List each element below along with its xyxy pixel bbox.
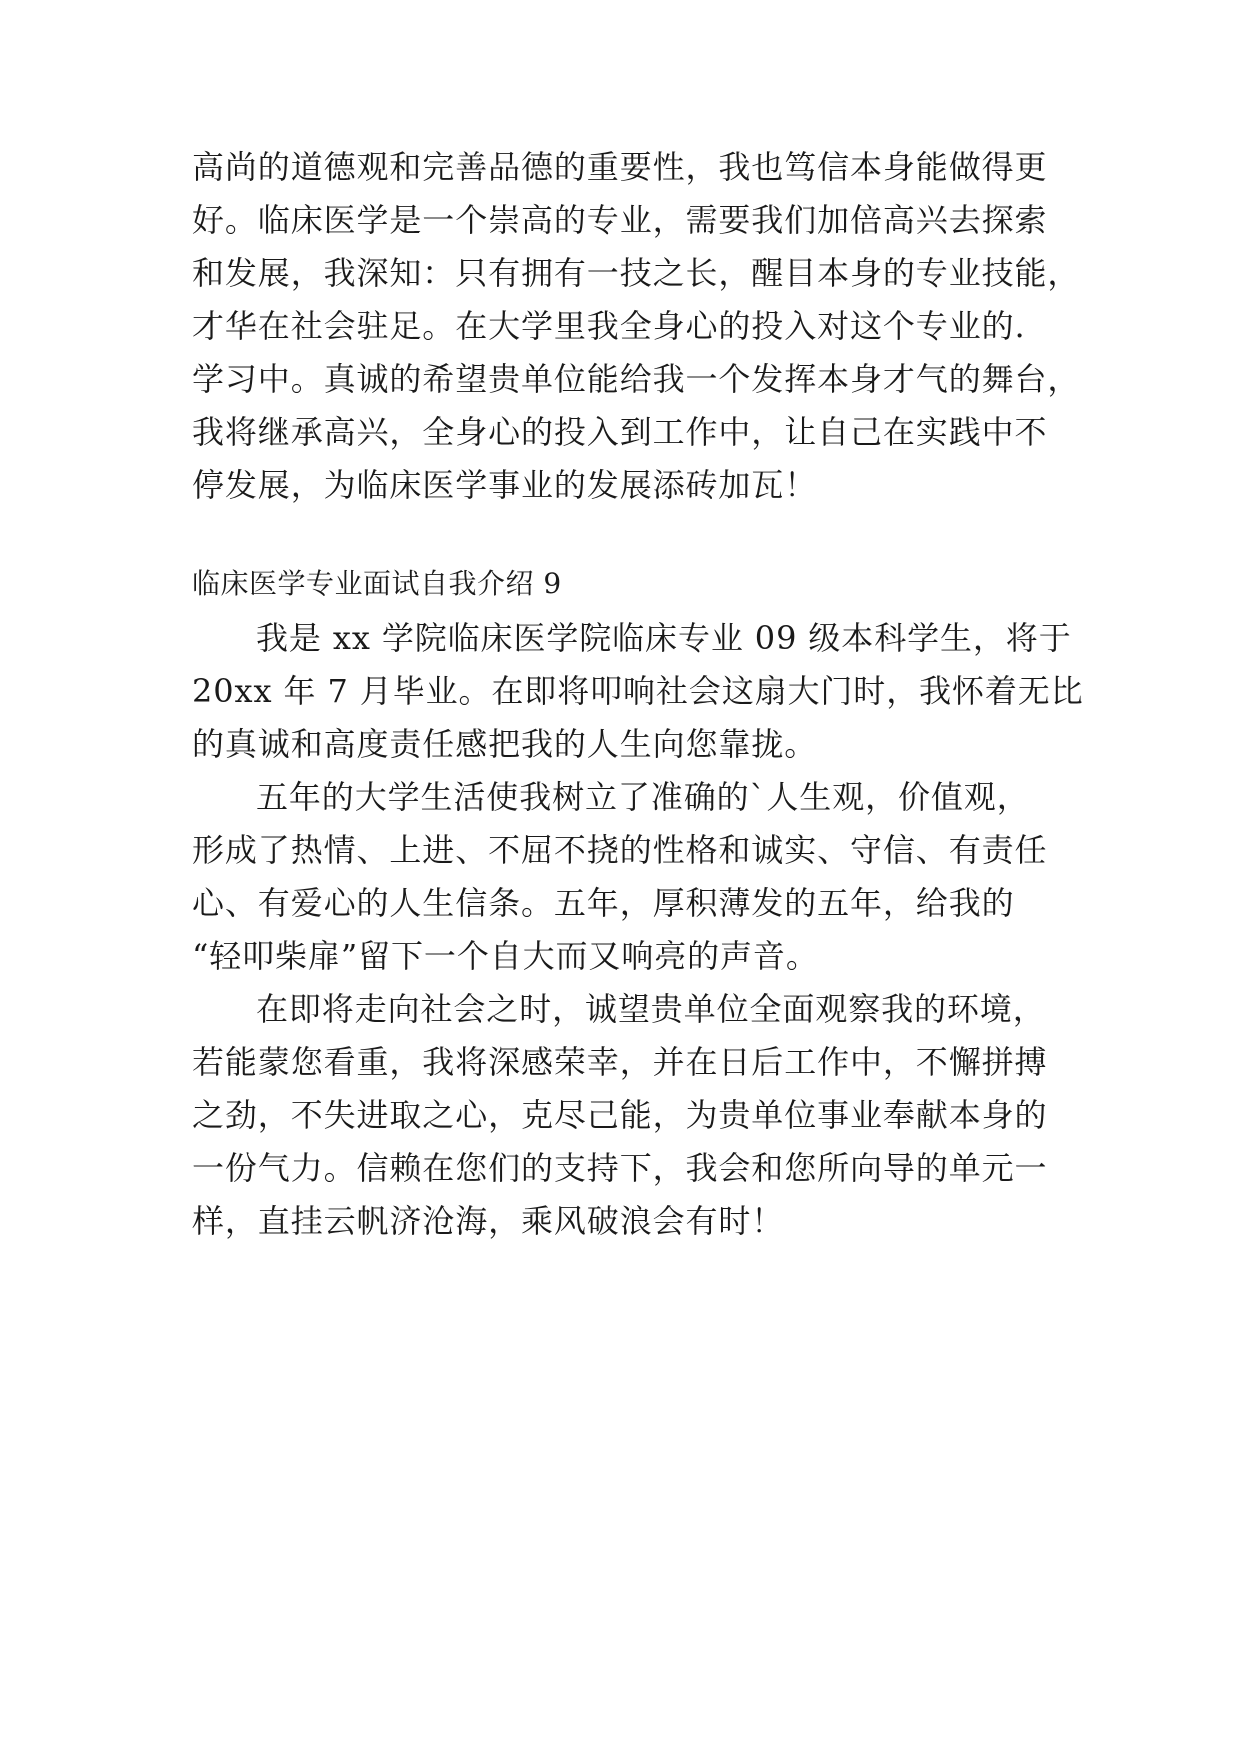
text-line: “轻叩柴扉”留下一个自大而又响亮的声音。 [192, 937, 819, 975]
section-heading: 临床医学专业面试自我介绍 9 [192, 567, 562, 600]
text-line: 和发展，我深知：只有拥有一技之长，醒目本身的专业技能， [192, 254, 1081, 292]
text-line: 五年的大学生活使我树立了准确的`人生观，价值观， [256, 778, 1030, 816]
text-line: 之劲，不失进取之心，克尽己能，为贵单位事业奉献本身的 [192, 1096, 1048, 1134]
text-line: 20xx 年 7 月毕业。在即将叩响社会这扇大门时，我怀着无比 [192, 672, 1084, 710]
text-line: 我是 xx 学院临床医学院临床专业 09 级本科学生，将于 [256, 619, 1072, 657]
text-line: 一份气力。信赖在您们的支持下，我会和您所向导的单元一 [192, 1149, 1048, 1187]
text-line: 学习中。真诚的希望贵单位能给我一个发挥本身才气的舞台， [192, 360, 1081, 398]
text-line: 的真诚和高度责任感把我的人生向您靠拢。 [192, 725, 818, 763]
text-line: 停发展，为临床医学事业的发展添砖加瓦！ [192, 466, 818, 504]
text-line: 好。临床医学是一个崇高的专业，需要我们加倍高兴去探索 [192, 201, 1048, 239]
text-line: 若能蒙您看重，我将深感荣幸，并在日后工作中，不懈拼搏 [192, 1043, 1048, 1081]
text-line: 高尚的道德观和完善品德的重要性，我也笃信本身能做得更 [192, 148, 1048, 186]
text-line: 心、有爱心的人生信条。五年，厚积薄发的五年，给我的 [192, 884, 1015, 922]
text-line: 在即将走向社会之时，诚望贵单位全面观察我的环境， [256, 990, 1046, 1028]
text-line: 形成了热情、上进、不屈不挠的性格和诚实、守信、有责任 [192, 831, 1048, 869]
text-line: 才华在社会驻足。在大学里我全身心的投入对这个专业的. [192, 307, 1026, 345]
text-line: 样，直挂云帆济沧海，乘风破浪会有时！ [192, 1202, 785, 1240]
text-line: 我将继承高兴，全身心的投入到工作中，让自己在实践中不 [192, 413, 1048, 451]
